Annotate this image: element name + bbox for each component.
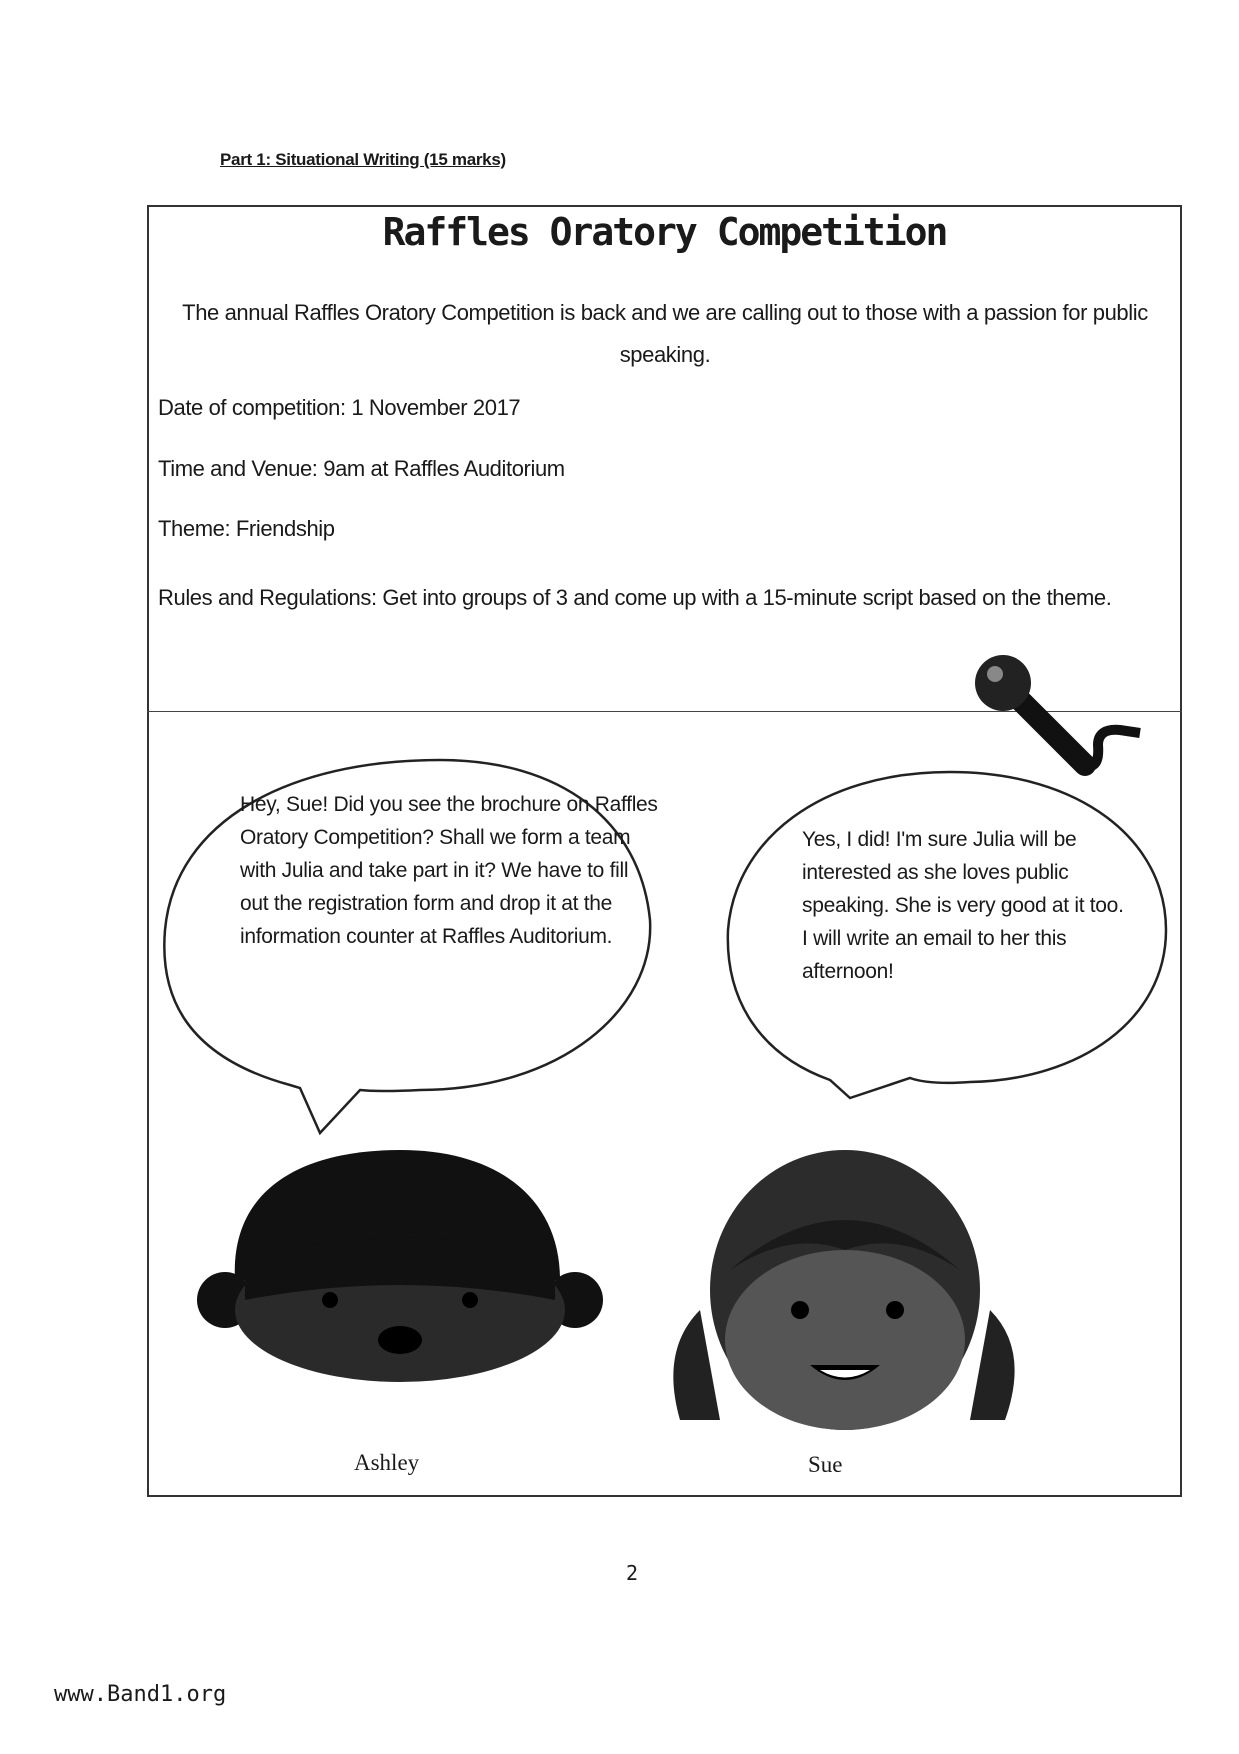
notice-title: Raffles Oratory Competition (382, 210, 947, 254)
ashley-illustration (197, 1150, 603, 1382)
time-venue: Time and Venue: 9am at Raffles Auditorium (158, 456, 565, 481)
ashley-name-label: Ashley (354, 1450, 420, 1475)
sue-name-label: Sue (808, 1452, 843, 1477)
page-number: 2 (626, 1561, 639, 1585)
section-heading: Part 1: Situational Writing (15 marks) (220, 150, 506, 169)
competition-date: Date of competition: 1 November 2017 (158, 395, 521, 420)
sue-speech: Yes, I did! I'm sure Julia will be interested as she loves public speaking. She is very good at it too. I will write an email to her this afternoon! (802, 828, 1124, 983)
rules: Rules and Regulations: Get into groups of 3 and come up with a 15-minute script based on the theme. (158, 585, 1112, 610)
microphone-icon (975, 655, 1140, 766)
ashley-speech: Hey, Sue! Did you see the brochure on Raffles Oratory Competition? Shall we form a team with Julia and take part in it? We have to fill out the registration form and drop it at the information counter at Raffles Auditorium. (240, 793, 658, 948)
watermark-url: www.Band1.org (54, 1682, 227, 1707)
theme: Theme: Friendship (158, 516, 335, 541)
sue-illustration (673, 1150, 1014, 1430)
notice-intro: The annual Raffles Oratory Competition is back and we are calling out to those with a passion for public speaking. (182, 300, 1148, 367)
